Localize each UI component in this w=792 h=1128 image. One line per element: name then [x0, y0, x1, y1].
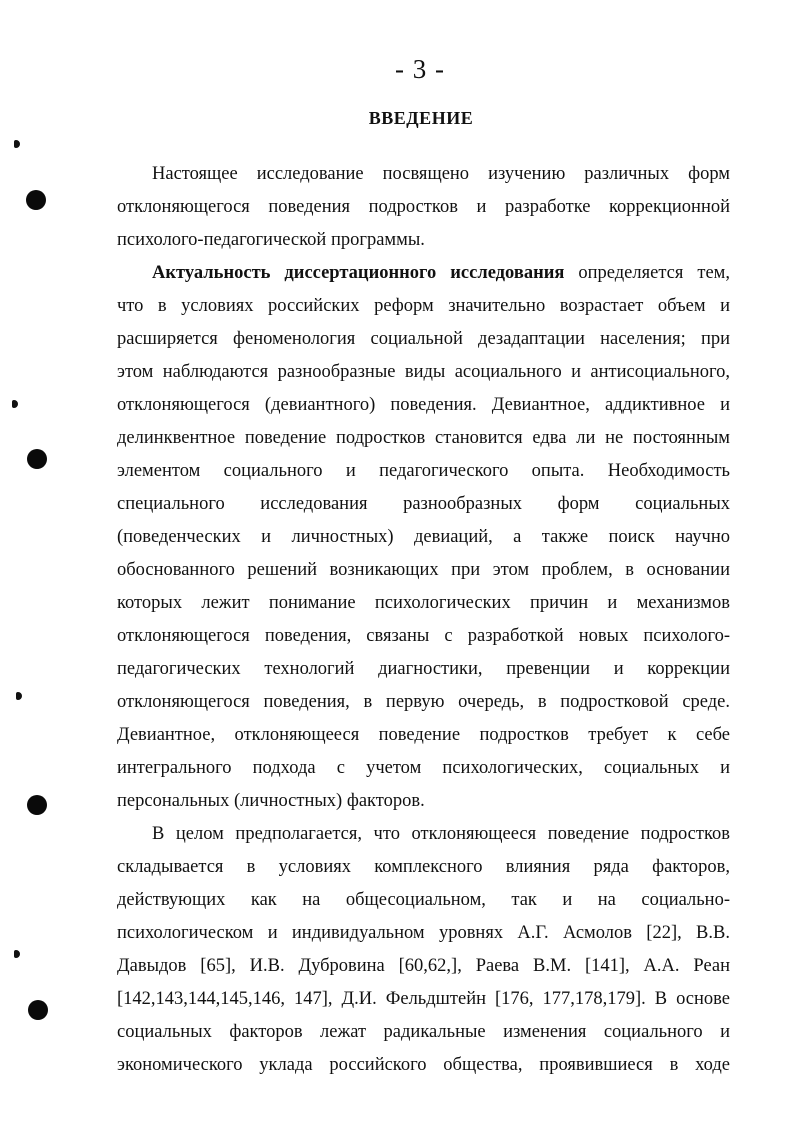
paragraph-line: отклоняющегося поведения подростков и разработке коррекционной: [117, 197, 730, 217]
scan-mark: [12, 400, 18, 408]
paragraph-line: педагогических технологий диагностики, превенции и коррекции: [117, 659, 730, 679]
paragraph-line: специального исследования разнообразных форм социальных: [117, 494, 730, 514]
page-number: - 3 -: [395, 54, 445, 84]
paragraph-line: экономического уклада российского общества, проявившиеся в ходе: [117, 1055, 730, 1075]
paragraph-line: складывается в условиях комплексного влияния ряда факторов,: [117, 857, 730, 877]
paragraph-line: расширяется феноменология социальной дезадаптации населения; при: [117, 329, 730, 349]
paragraph-line: В целом предполагается, что отклоняющееся поведение подростков: [152, 824, 730, 844]
paragraph-line: Девиантное, отклоняющееся поведение подростков требует к себе: [117, 725, 730, 745]
scan-mark: [14, 950, 20, 958]
paragraph-line: этом наблюдаются разнообразные виды асоциального и антисоциального,: [117, 362, 730, 382]
scan-mark: [14, 140, 20, 148]
binding-hole: [26, 190, 46, 210]
binding-hole: [27, 449, 47, 469]
paragraph-line: делинквентное поведение подростков становится едва ли не постоянным: [117, 428, 730, 448]
paragraph-line: социальных факторов лежат радикальные изменения социального и: [117, 1022, 730, 1042]
paragraph-line: персональных (личностных) факторов.: [117, 791, 425, 811]
binding-hole: [27, 795, 47, 815]
scan-mark: [16, 692, 22, 700]
paragraph-line: элементом социального и педагогического опыта. Необходимость: [117, 461, 730, 481]
paragraph-line: обоснованного решений возникающих при этом проблем, в основании: [117, 560, 730, 580]
paragraph-line: [142,143,144,145,146, 147], Д.И. Фельдштейн [176, 177,178,179]. В основе: [117, 989, 730, 1009]
bold-lead: Актуальность диссертационного исследования: [152, 263, 565, 283]
paragraph-line: Давыдов [65], И.В. Дубровина [60,62,], Раева В.М. [141], А.А. Реан: [117, 956, 730, 976]
paragraph-line: отклоняющегося (девиантного) поведения. Девиантное, аддиктивное и: [117, 395, 730, 415]
paragraph-line: [152, 262, 730, 284]
paragraph-line: интегрального подхода с учетом психологических, социальных и: [117, 758, 730, 778]
lead-rest: определяется тем,: [564, 263, 730, 283]
paragraph-line: действующих как на общесоциальном, так и на социально-: [117, 890, 730, 910]
paragraph-line: которых лежит понимание психологических причин и механизмов: [117, 593, 730, 613]
paragraph-line: психолого-педагогической программы.: [117, 230, 425, 250]
paragraph-line: отклоняющегося поведения, в первую очередь, в подростковой среде.: [117, 692, 730, 712]
section-heading: ВВЕДЕНИЕ: [368, 108, 474, 128]
paragraph-line: психологическом и индивидуальном уровнях А.Г. Асмолов [22], В.В.: [117, 923, 730, 943]
paragraph-line: что в условиях российских реформ значительно возрастает объем и: [117, 296, 730, 316]
paragraph-line: (поведенческих и личностных) девиаций, а также поиск научно: [117, 527, 730, 547]
paragraph-line: Настоящее исследование посвящено изучению различных форм: [152, 164, 730, 184]
paragraph-line: отклоняющегося поведения, связаны с разработкой новых психолого-: [117, 626, 730, 646]
binding-hole: [28, 1000, 48, 1020]
